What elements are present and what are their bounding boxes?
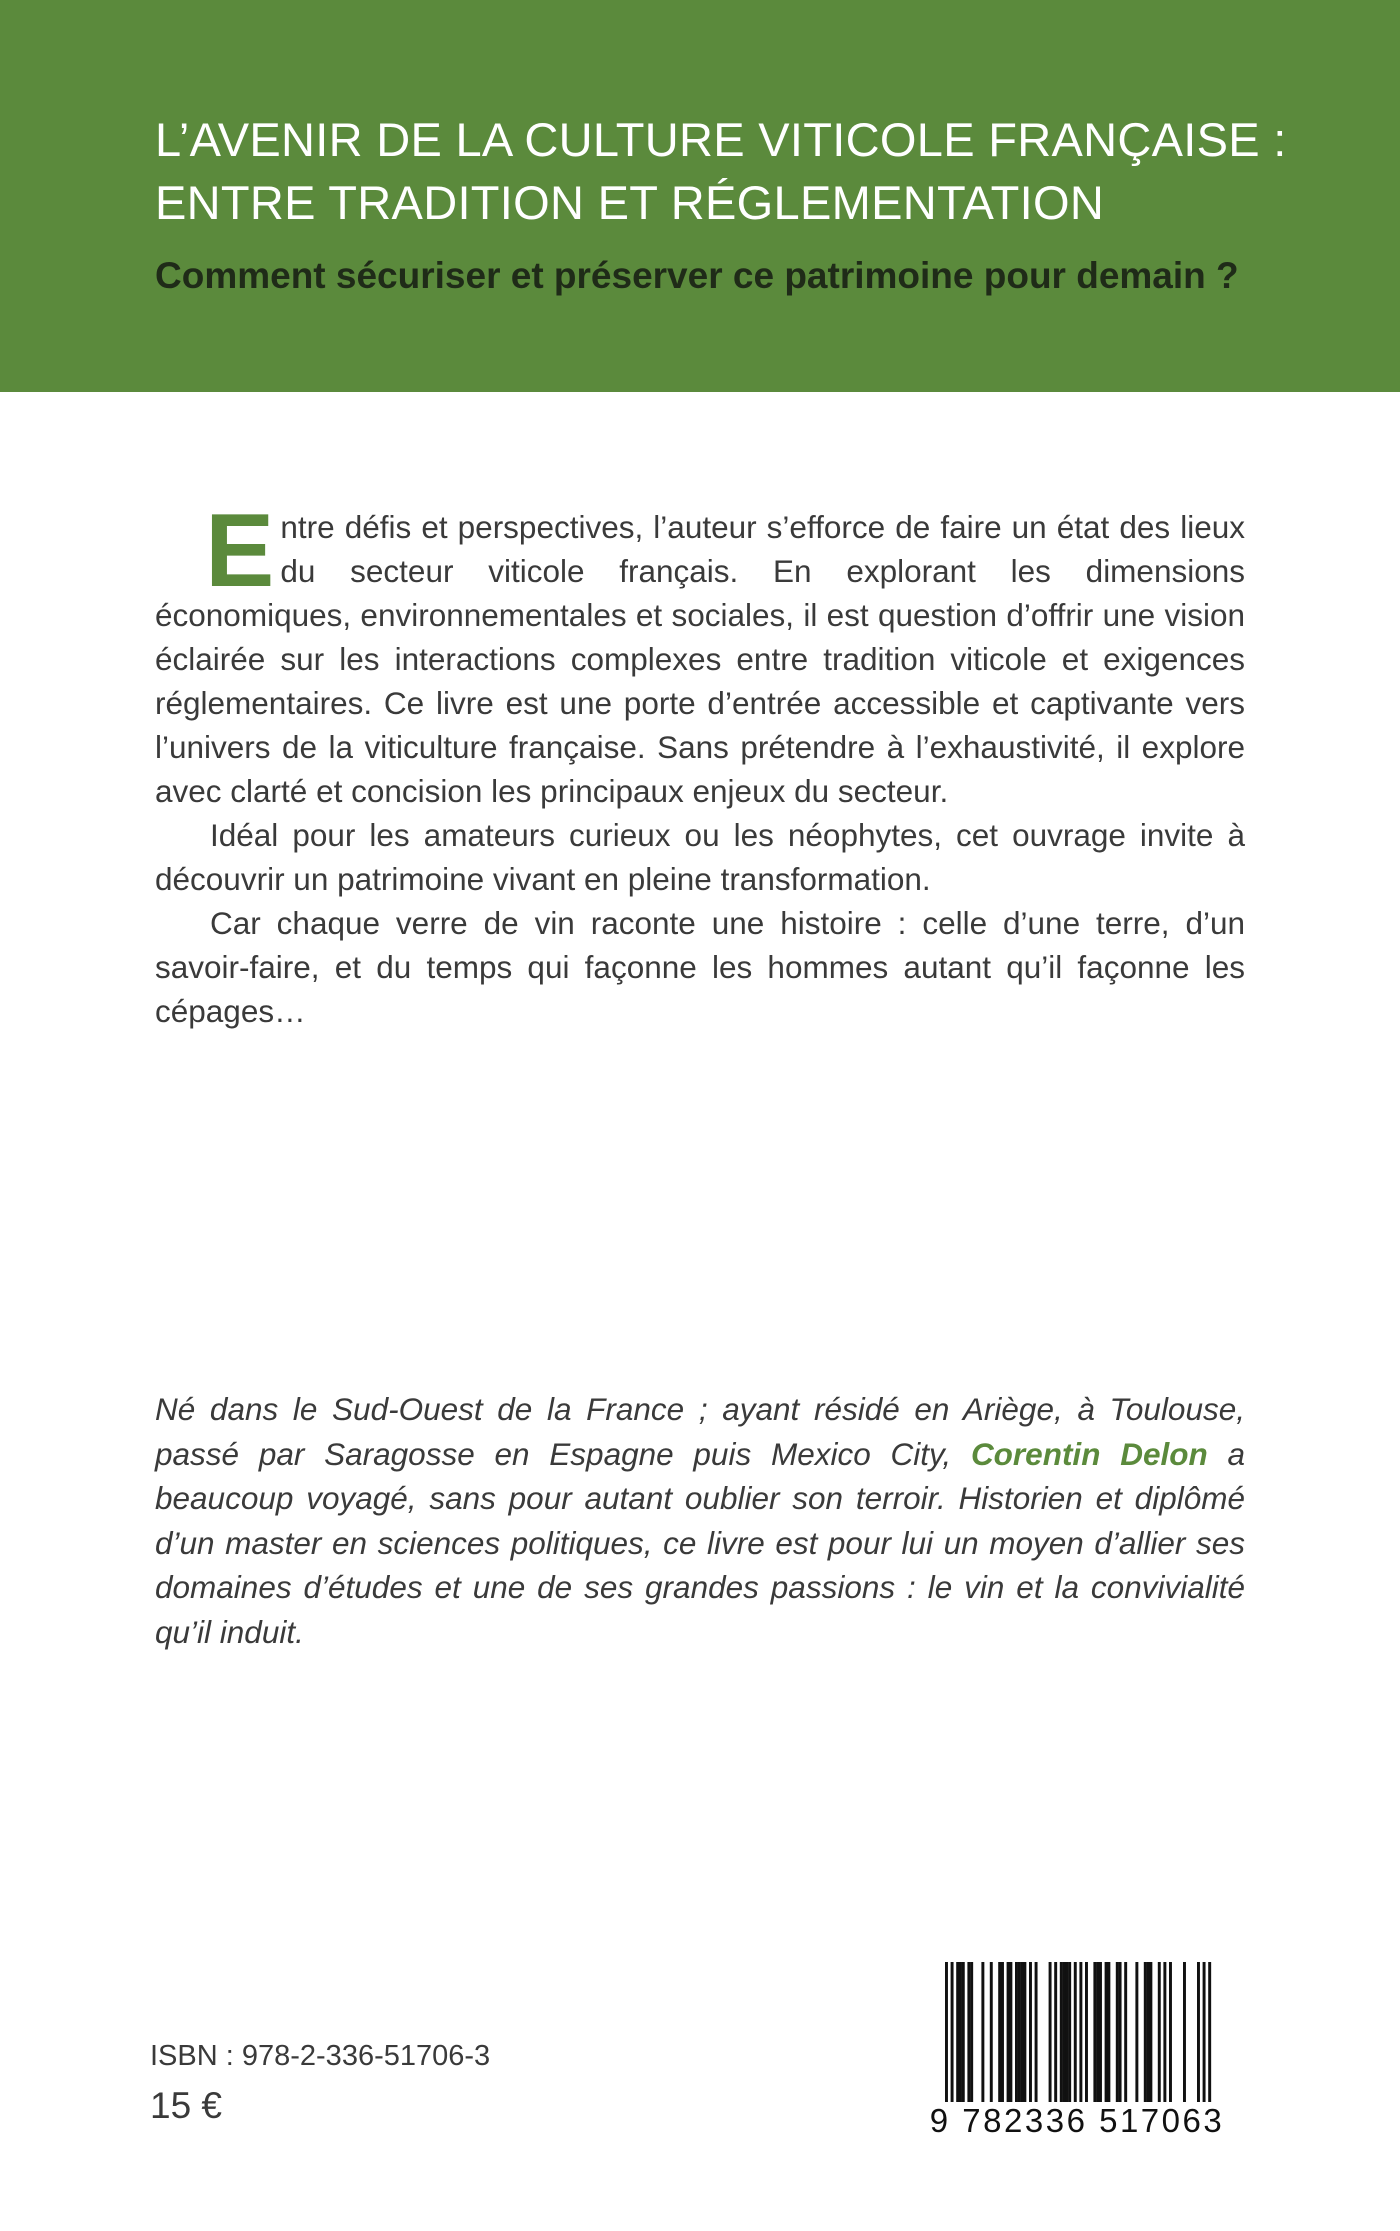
book-title-line-1: L’AVENIR DE LA CULTURE VITICOLE FRANÇAISE :: [155, 113, 1287, 166]
barcode: [917, 1962, 1237, 2140]
barcode-bar: [981, 1962, 984, 2102]
barcode-bar: [1009, 1962, 1012, 2102]
barcode-bar: [1203, 1962, 1206, 2112]
barcode-bars-graphic: [917, 1962, 1237, 2112]
barcode-bar: [967, 1962, 970, 2102]
barcode-bar: [1021, 1962, 1024, 2102]
barcode-bar: [1119, 1962, 1122, 2102]
barcode-bar: [1105, 1962, 1108, 2102]
barcode-bar: [1116, 1962, 1119, 2102]
barcode-bar: [1023, 1962, 1026, 2102]
barcode-bar: [1208, 1962, 1211, 2112]
barcode-bar: [1035, 1962, 1038, 2102]
book-summary: [155, 493, 1245, 1033]
barcode-bar: [1085, 1962, 1088, 2102]
author-biography: [155, 1387, 1245, 1654]
barcode-bar: [1007, 1962, 1010, 2102]
barcode-bar: [1068, 1962, 1071, 2102]
barcode-bar: [1183, 1962, 1186, 2102]
barcode-bar: [1096, 1962, 1099, 2102]
barcode-bar: [1197, 1962, 1200, 2102]
barcode-bar: [1107, 1962, 1110, 2102]
barcode-number: 9 782336 517063: [917, 2102, 1237, 2140]
barcode-bar: [962, 1962, 965, 2102]
drop-cap-letter: E: [205, 493, 275, 609]
barcode-bar: [998, 1962, 1001, 2102]
barcode-bar: [1074, 1962, 1077, 2112]
barcode-bar: [1063, 1962, 1066, 2102]
barcode-bar: [1135, 1962, 1138, 2102]
isbn-number: ISBN : 978-2-336-51706-3: [150, 2040, 491, 2072]
barcode-bar: [956, 1962, 959, 2102]
barcode-bar: [1158, 1962, 1161, 2102]
barcode-bar: [959, 1962, 962, 2102]
summary-paragraph-1-text: ntre défis et perspectives, l’auteur s’efforce de faire un état des lieux du secteur viticole français. En explorant les dimensions économiques, environnementales et sociales, il est question d’offrir une vision éclairée sur les interactions complexes entre tradition viticole et exigences réglementaires. Ce livre est une porte d’entrée accessible et captivante vers l’univers de la viticulture française. Sans prétendre à l’exhaustivité, il explore avec clarté et concision les principaux enjeux du secteur.: [155, 509, 1245, 809]
barcode-bar: [990, 1962, 993, 2102]
barcode-bar: [1079, 1962, 1082, 2112]
barcode-bar: [1060, 1962, 1063, 2102]
barcode-bar: [1124, 1962, 1127, 2102]
cover-header-band: [0, 0, 1400, 392]
barcode-bar: [945, 1962, 948, 2112]
summary-paragraph-2: Idéal pour les amateurs curieux ou les néophytes, cet ouvrage invite à découvrir un patrimoine vivant en pleine transformation.: [155, 817, 1245, 897]
barcode-bar: [1018, 1962, 1021, 2102]
barcode-bar: [1001, 1962, 1004, 2102]
bio-text-after: a beaucoup voyagé, sans pour autant oublier son terroir. Historien et diplômé d’un master en sciences politiques, ce livre est pour lui un moyen d’allier ses domaines d’études et une de ses grandes passions : le vin et la convivialité qu’il induit.: [155, 1435, 1245, 1650]
barcode-bar: [1029, 1962, 1032, 2102]
barcode-bar: [970, 1962, 973, 2102]
barcode-bar: [1015, 1962, 1018, 2102]
barcode-bar: [1163, 1962, 1166, 2102]
author-name: Corentin Delon: [970, 1435, 1208, 1472]
barcode-bar: [951, 1962, 954, 2112]
barcode-bar: [1169, 1962, 1172, 2102]
barcode-bar: [1099, 1962, 1102, 2102]
bio-text-before: Né dans le Sud-Ouest de la France ; ayant résidé en Ariège, à Toulouse, passé par Saragosse en Espagne puis Mexico City,: [155, 1391, 1245, 1472]
barcode-bar: [1049, 1962, 1052, 2102]
barcode-bar: [1149, 1962, 1152, 2102]
summary-paragraph-3: Car chaque verre de vin raconte une histoire : celle d’une terre, d’un savoir-faire, et du temps qui façonne les hommes autant qu’il façonne les cépages…: [155, 905, 1245, 1029]
book-price: 15 €: [150, 2085, 223, 2126]
barcode-bar: [1144, 1962, 1147, 2102]
book-subtitle: Comment sécuriser et préserver ce patrimoine pour demain ?: [155, 255, 1239, 296]
barcode-bar: [1147, 1962, 1150, 2102]
summary-paragraph-1: [155, 493, 1245, 813]
barcode-bar: [1054, 1962, 1057, 2102]
barcode-bar: [1065, 1962, 1068, 2102]
barcode-bar: [1093, 1962, 1096, 2102]
book-title-line-2: ENTRE TRADITION ET RÉGLEMENTATION: [155, 176, 1105, 229]
